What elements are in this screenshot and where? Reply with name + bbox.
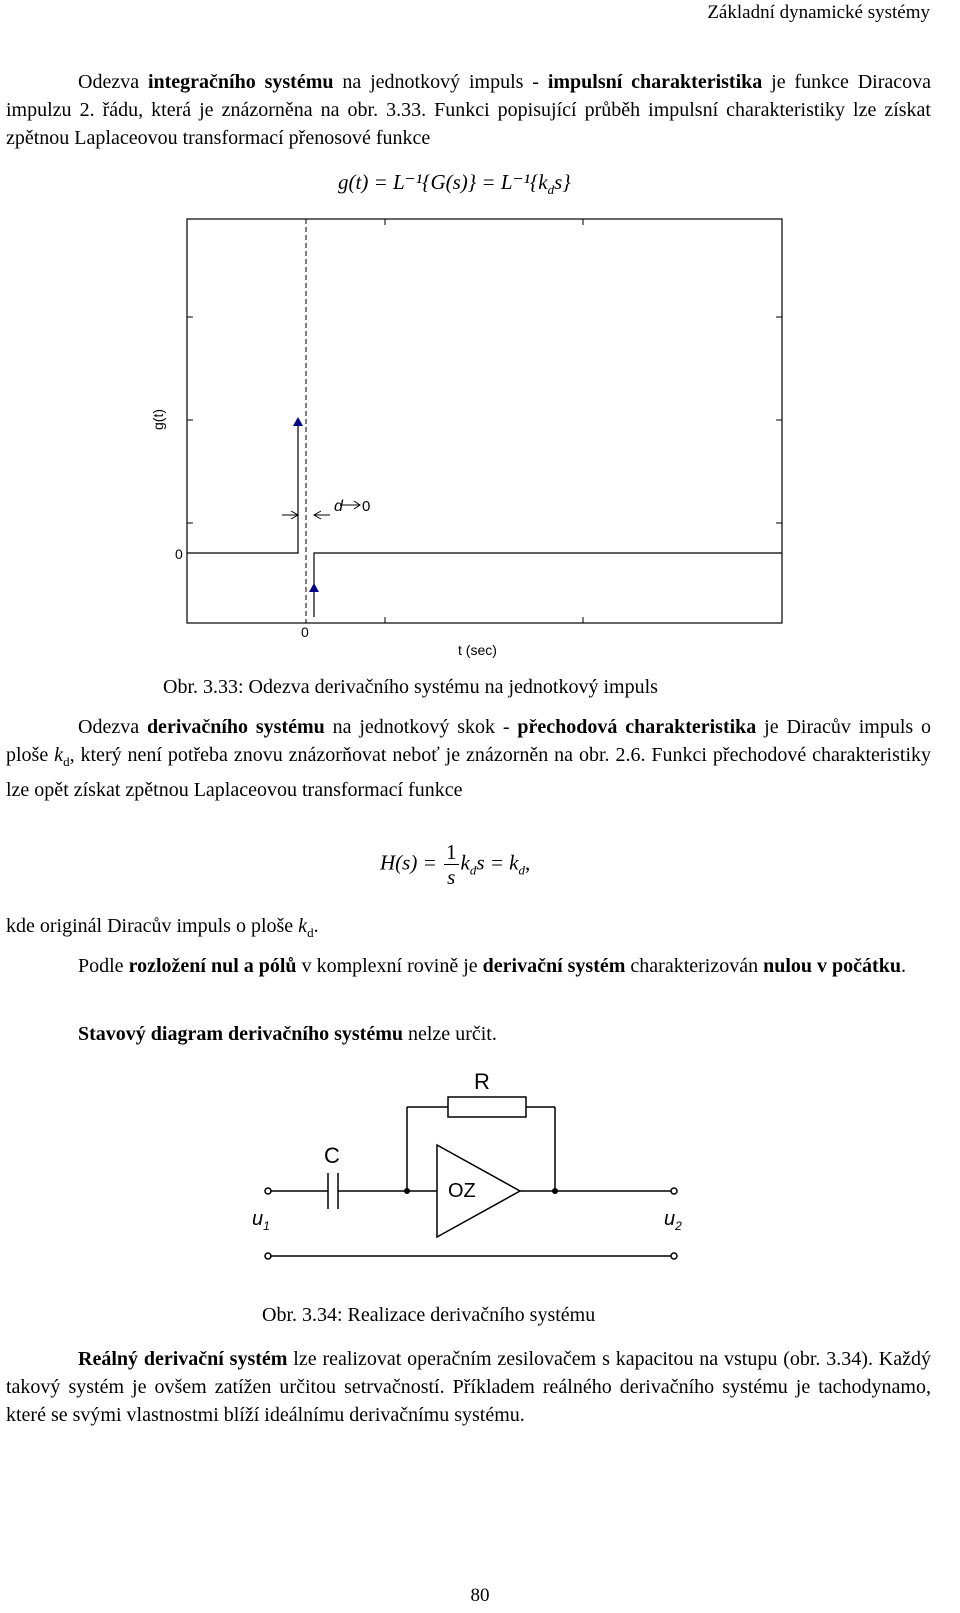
annot-zero: 0 <box>362 498 371 515</box>
running-header: Základní dynamické systémy <box>707 2 930 23</box>
paragraph-integral-impulse: Odezva integračního systému na jednotkový impuls - impulsní charakteristika je funkce Diracova impulzu 2. řádu, která je znázorněna na obr. 3.33. Funkci popisující průběh impulsní charakteristiky lze získat zpětnou Laplaceovou transformací přenosové funkce <box>6 71 932 149</box>
junction-node <box>404 1188 410 1194</box>
opamp-label: OZ <box>448 1180 476 1202</box>
capacitor-label: C <box>324 1143 340 1168</box>
resistor-label: R <box>474 1069 490 1094</box>
figure-caption-3-34: Obr. 3.34: Realizace derivačního systému <box>262 1304 596 1326</box>
junction-node <box>552 1188 558 1194</box>
paragraph-real-derivative: Reálný derivační systém lze realizovat operačním zesilovačem s kapacitou na vstupu (obr. 3.34). Každý takový systém je ovšem zatížen určitou setrvačností. Příkladem reálného derivačního systému je tachodynamo, které se svými vlastnostmi blíží ideálnímu derivačnímu systému. <box>6 1348 931 1426</box>
impulse-arrow-down <box>309 583 319 592</box>
circuit-wires <box>265 1097 677 1259</box>
paragraph-original: kde originál Diracův impuls o ploše $k_d$. <box>6 915 319 940</box>
derivative-circuit-diagram <box>240 1065 710 1270</box>
paragraph-state-diagram: Stavový diagram derivačního systému nelze určit. <box>78 1023 497 1045</box>
y-zero-label: 0 <box>175 546 183 562</box>
x-axis-label: t (sec) <box>458 642 497 658</box>
page-number: 80 <box>470 1585 490 1606</box>
figure-caption-3-33: Obr. 3.33: Odezva derivačního systému na jednotkový impuls <box>163 676 658 698</box>
response-curve-left <box>187 423 298 553</box>
output-voltage-label: $u_2$ <box>664 1208 682 1233</box>
annot-d: d <box>334 498 343 515</box>
input-voltage-label: $u_1$ <box>252 1208 270 1233</box>
plot-ticks <box>187 219 782 623</box>
impulse-response-plot <box>140 205 800 665</box>
d-annotation <box>282 501 360 519</box>
plot-frame <box>187 219 782 623</box>
paragraph-derivative-step: Odezva derivačního systému na jednotkový skok - přechodová charakteristika je Diracův impuls o ploše $k_d$, který není potřeba znovu znázorňovat neboť je znázorněn na obr. 2.6. Funkci přechodové charakteristiky lze opět získat zpětnou Laplaceovou transformací funkce <box>6 716 932 801</box>
equation-H-s: H(s) = $\frac{1}{s}$ $k_ds = k_d$, <box>380 840 531 889</box>
response-curve-right <box>314 553 782 617</box>
x-zero-label: 0 <box>301 624 309 640</box>
y-axis-label: g(t) <box>150 409 166 430</box>
equation-g-t: $g(t) = L^{-1}\{G(s)\} = L^{-1}\{k_ds\}$ <box>338 170 571 198</box>
impulse-arrow-up <box>293 417 303 426</box>
paragraph-zeros-poles: Podle rozložení nul a pólů v komplexní rovině je derivační systém charakterizován nulou v počátku. <box>78 955 906 977</box>
